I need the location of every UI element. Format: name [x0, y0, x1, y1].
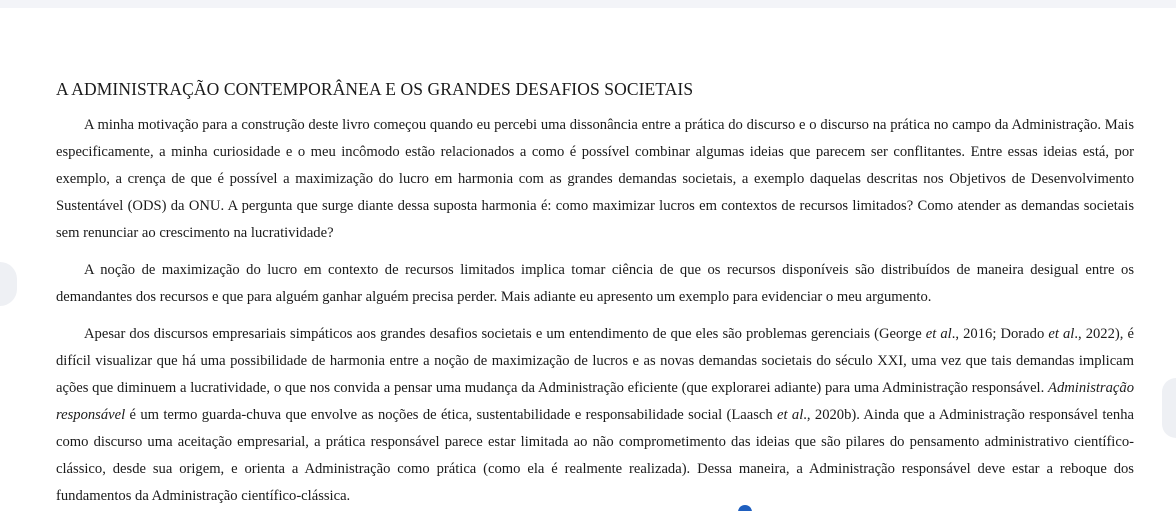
italic-run: et al — [777, 407, 804, 423]
italic-run: et al — [925, 326, 952, 342]
text-run: é um termo guarda-chuva que envolve as noções de ética, sustentabilidade e responsabilidade social (Laasch — [125, 407, 778, 423]
text-run: ., 2020b). Ainda que a Administração responsável tenha como discurso uma aceitação empresarial, a prática responsável parece estar limitada ao não comprometimento das ideias que são pilares do pensamento administrativo científico-clássico, desde sua origem, e orienta a Administração como prática (como ela é realmente realizada). Dessa maneira, a Administração responsável deve estar a reboque dos fundamentos da Administração científico-clássica. — [56, 407, 1134, 504]
paragraph-2 — [56, 257, 1134, 311]
viewer-top-band — [0, 0, 1176, 8]
paragraph-3 — [56, 321, 1134, 510]
paragraph-1 — [56, 112, 1134, 247]
text-run: ., 2016; Dorado — [951, 326, 1049, 342]
italic-run: Administração responsável — [56, 380, 1134, 423]
text-run: ., 2022), é difícil visualizar que há uma possibilidade de harmonia entre a noção de maximização de lucros e as novas demandas societais do século XXI, uma vez que tais demandas implicam ações que diminuem a lucratividade, o que nos convida a pensar uma mudança da Administração eficiente (que explorarei adiante) para uma Administração responsável. — [56, 326, 1134, 396]
previous-page-handle[interactable] — [0, 262, 17, 306]
italic-run: et al — [1048, 326, 1075, 342]
text-run: A minha motivação para a construção deste livro começou quando eu percebi uma dissonância entre a prática do discurso e o discurso na prática no campo da Administração. Mais especificamente, a minha curiosidade e o meu incômodo estão relacionados a como é possível combinar algumas ideias que parecem ser conflitantes. Entre essas ideias está, por exemplo, a crença de que é possível a maximização do lucro em harmonia com as grandes demandas societais, a exemplo daquelas descritas nos Objetivos de Desenvolvimento Sustentável (ODS) da ONU. A pergunta que surge diante dessa suposta harmonia é: como maximizar lucros em contextos de recursos limitados? Como atender as demandas societais sem renunciar ao crescimento na lucratividade? — [56, 117, 1134, 241]
text-run: Apesar dos discursos empresariais simpáticos aos grandes desafios societais e um entendimento de que eles são problemas gerenciais (George — [84, 326, 926, 342]
text-run: A noção de maximização do lucro em contexto de recursos limitados implica tomar ciência de que os recursos disponíveis são distribuídos de maneira desigual entre os demandantes dos recursos e que para alguém ganhar alguém precisa perder. Mais adiante eu apresento um exemplo para evidenciar o meu argumento. — [56, 262, 1134, 305]
document-page — [56, 76, 1134, 510]
chapter-title: A ADMINISTRAÇÃO CONTEMPORÂNEA E OS GRANDES DESAFIOS SOCIETAIS — [56, 79, 694, 99]
next-page-handle[interactable] — [1162, 378, 1176, 438]
